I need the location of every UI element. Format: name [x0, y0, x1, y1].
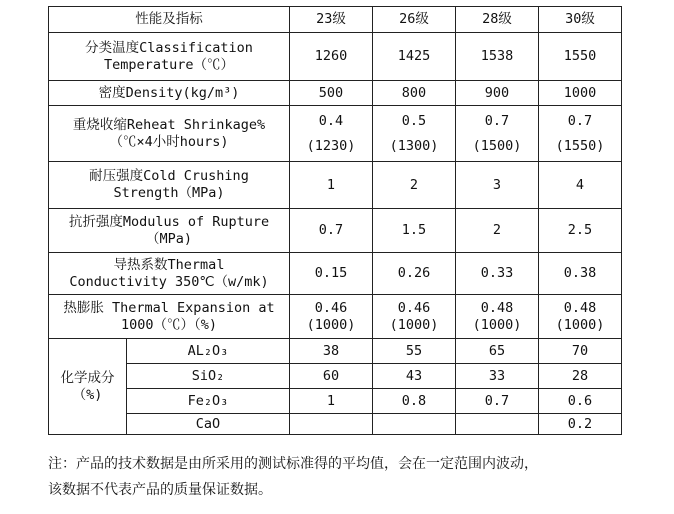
- cell-value: 0.7: [456, 389, 539, 414]
- cell-value: [456, 295, 539, 339]
- chemical-label-line2: （%): [72, 386, 103, 403]
- cell-value: 55: [373, 339, 456, 364]
- chem-name: AL₂O₃: [127, 339, 290, 364]
- cell-value: 33: [456, 364, 539, 389]
- cell-value: 1538: [456, 33, 539, 81]
- cell-value: 0.6: [539, 389, 622, 414]
- value-sub: (1300): [389, 137, 439, 154]
- footnote-line2: 该数据不代表产品的质量保证数据。: [48, 482, 272, 498]
- value-sub: (1000): [472, 316, 522, 333]
- cell-value: 1.5: [373, 209, 456, 253]
- value-sub: (1500): [472, 137, 522, 154]
- footnote-line1: 注：产品的技术数据是由所采用的测试标准得的平均值，会在一定范围内波动，: [48, 456, 538, 472]
- cell-value: 1550: [539, 33, 622, 81]
- row-reheat-shrinkage: [49, 106, 622, 162]
- row-label-line2: （℃×4小时hours): [109, 133, 229, 150]
- chemical-composition-label: [49, 339, 127, 435]
- cell-value: 0.15: [290, 253, 373, 295]
- row-label-line2: 1000（℃）（%): [120, 316, 218, 333]
- cell-value: [539, 295, 622, 339]
- cell-value: 38: [290, 339, 373, 364]
- cell-value: 0.33: [456, 253, 539, 295]
- cell-value: 43: [373, 364, 456, 389]
- cell-value: 1: [290, 162, 373, 209]
- cell-value: 0.26: [373, 253, 456, 295]
- cell-value: 2: [456, 209, 539, 253]
- cell-value: 65: [456, 339, 539, 364]
- header-grade-23: 23级: [290, 7, 373, 33]
- value-main: 0.48: [480, 299, 514, 316]
- value-main: 0.5: [401, 112, 427, 129]
- cell-value: [290, 106, 373, 162]
- cell-value: 1260: [290, 33, 373, 81]
- value-sub: (1230): [306, 137, 356, 154]
- chem-name: SiO₂: [127, 364, 290, 389]
- row-label: [49, 33, 290, 81]
- value-sub: (1550): [555, 137, 605, 154]
- row-label-line2: Conductivity 350℃（w/mk): [69, 273, 269, 290]
- cell-value: 1: [290, 389, 373, 414]
- value-main: 0.4: [318, 112, 344, 129]
- row-label-line1: 分类温度Classification: [85, 39, 253, 56]
- row-label-line2: （MPa): [145, 230, 192, 247]
- cell-value: 0.8: [373, 389, 456, 414]
- row-label-line1: 导热系数Thermal: [113, 256, 225, 273]
- header-property: 性能及指标: [49, 7, 290, 33]
- row-classification-temperature: [49, 33, 622, 81]
- row-label: 密度Density(kg/m³): [49, 81, 290, 106]
- chem-name: Fe₂O₃: [127, 389, 290, 414]
- cell-value: 1000: [539, 81, 622, 106]
- spec-table: [48, 6, 622, 435]
- row-density: [49, 81, 622, 106]
- cell-value: 800: [373, 81, 456, 106]
- cell-value: [373, 414, 456, 435]
- chemical-label-line1: 化学成分: [60, 369, 115, 386]
- cell-value: [456, 106, 539, 162]
- value-main: 0.7: [484, 112, 510, 129]
- cell-value: [373, 295, 456, 339]
- value-sub: (1000): [555, 316, 605, 333]
- row-label-line1: 热膨胀 Thermal Expansion at: [63, 299, 275, 316]
- row-chem-fe2o3: [49, 389, 622, 414]
- cell-value: [539, 106, 622, 162]
- value-main: 0.46: [397, 299, 431, 316]
- cell-value: 28: [539, 364, 622, 389]
- header-grade-30: 30级: [539, 7, 622, 33]
- cell-value: [290, 414, 373, 435]
- value-main: 0.48: [563, 299, 597, 316]
- row-chem-al2o3: [49, 339, 622, 364]
- header-grade-28: 28级: [456, 7, 539, 33]
- cell-value: [373, 106, 456, 162]
- row-label: [49, 209, 290, 253]
- cell-value: 2: [373, 162, 456, 209]
- row-label-line1: 抗折强度Modulus of Rupture: [68, 213, 270, 230]
- cell-value: 70: [539, 339, 622, 364]
- row-label-line2: Temperature（℃）: [104, 56, 234, 73]
- cell-value: 0.7: [290, 209, 373, 253]
- row-thermal-conductivity: [49, 253, 622, 295]
- row-chem-sio2: [49, 364, 622, 389]
- row-thermal-expansion: [49, 295, 622, 339]
- row-modulus-of-rupture: [49, 209, 622, 253]
- footnote: [48, 451, 668, 503]
- row-label-line1: 重烧收缩Reheat Shrinkage%: [72, 116, 266, 133]
- value-sub: (1000): [306, 316, 356, 333]
- cell-value: [290, 295, 373, 339]
- header-grade-26: 26级: [373, 7, 456, 33]
- cell-value: 500: [290, 81, 373, 106]
- row-chem-cao: [49, 414, 622, 435]
- cell-value: [456, 414, 539, 435]
- value-main: 0.7: [567, 112, 593, 129]
- row-label: [49, 106, 290, 162]
- cell-value: 0.2: [539, 414, 622, 435]
- value-sub: (1000): [389, 316, 439, 333]
- row-label-line2: Strength（MPa): [113, 185, 225, 201]
- cell-value: 4: [539, 162, 622, 209]
- cell-value: 900: [456, 81, 539, 106]
- row-cold-crushing-strength: [49, 162, 622, 209]
- cell-value: 1425: [373, 33, 456, 81]
- cell-value: 0.38: [539, 253, 622, 295]
- cell-value: 2.5: [539, 209, 622, 253]
- row-label: [49, 253, 290, 295]
- header-row: [49, 7, 622, 33]
- row-label: [49, 295, 290, 339]
- value-main: 0.46: [314, 299, 348, 316]
- row-label-line1: 耐压强度Cold Crushing: [89, 168, 249, 185]
- cell-value: 60: [290, 364, 373, 389]
- row-label: [49, 162, 290, 209]
- cell-value: 3: [456, 162, 539, 209]
- chem-name: CaO: [127, 414, 290, 435]
